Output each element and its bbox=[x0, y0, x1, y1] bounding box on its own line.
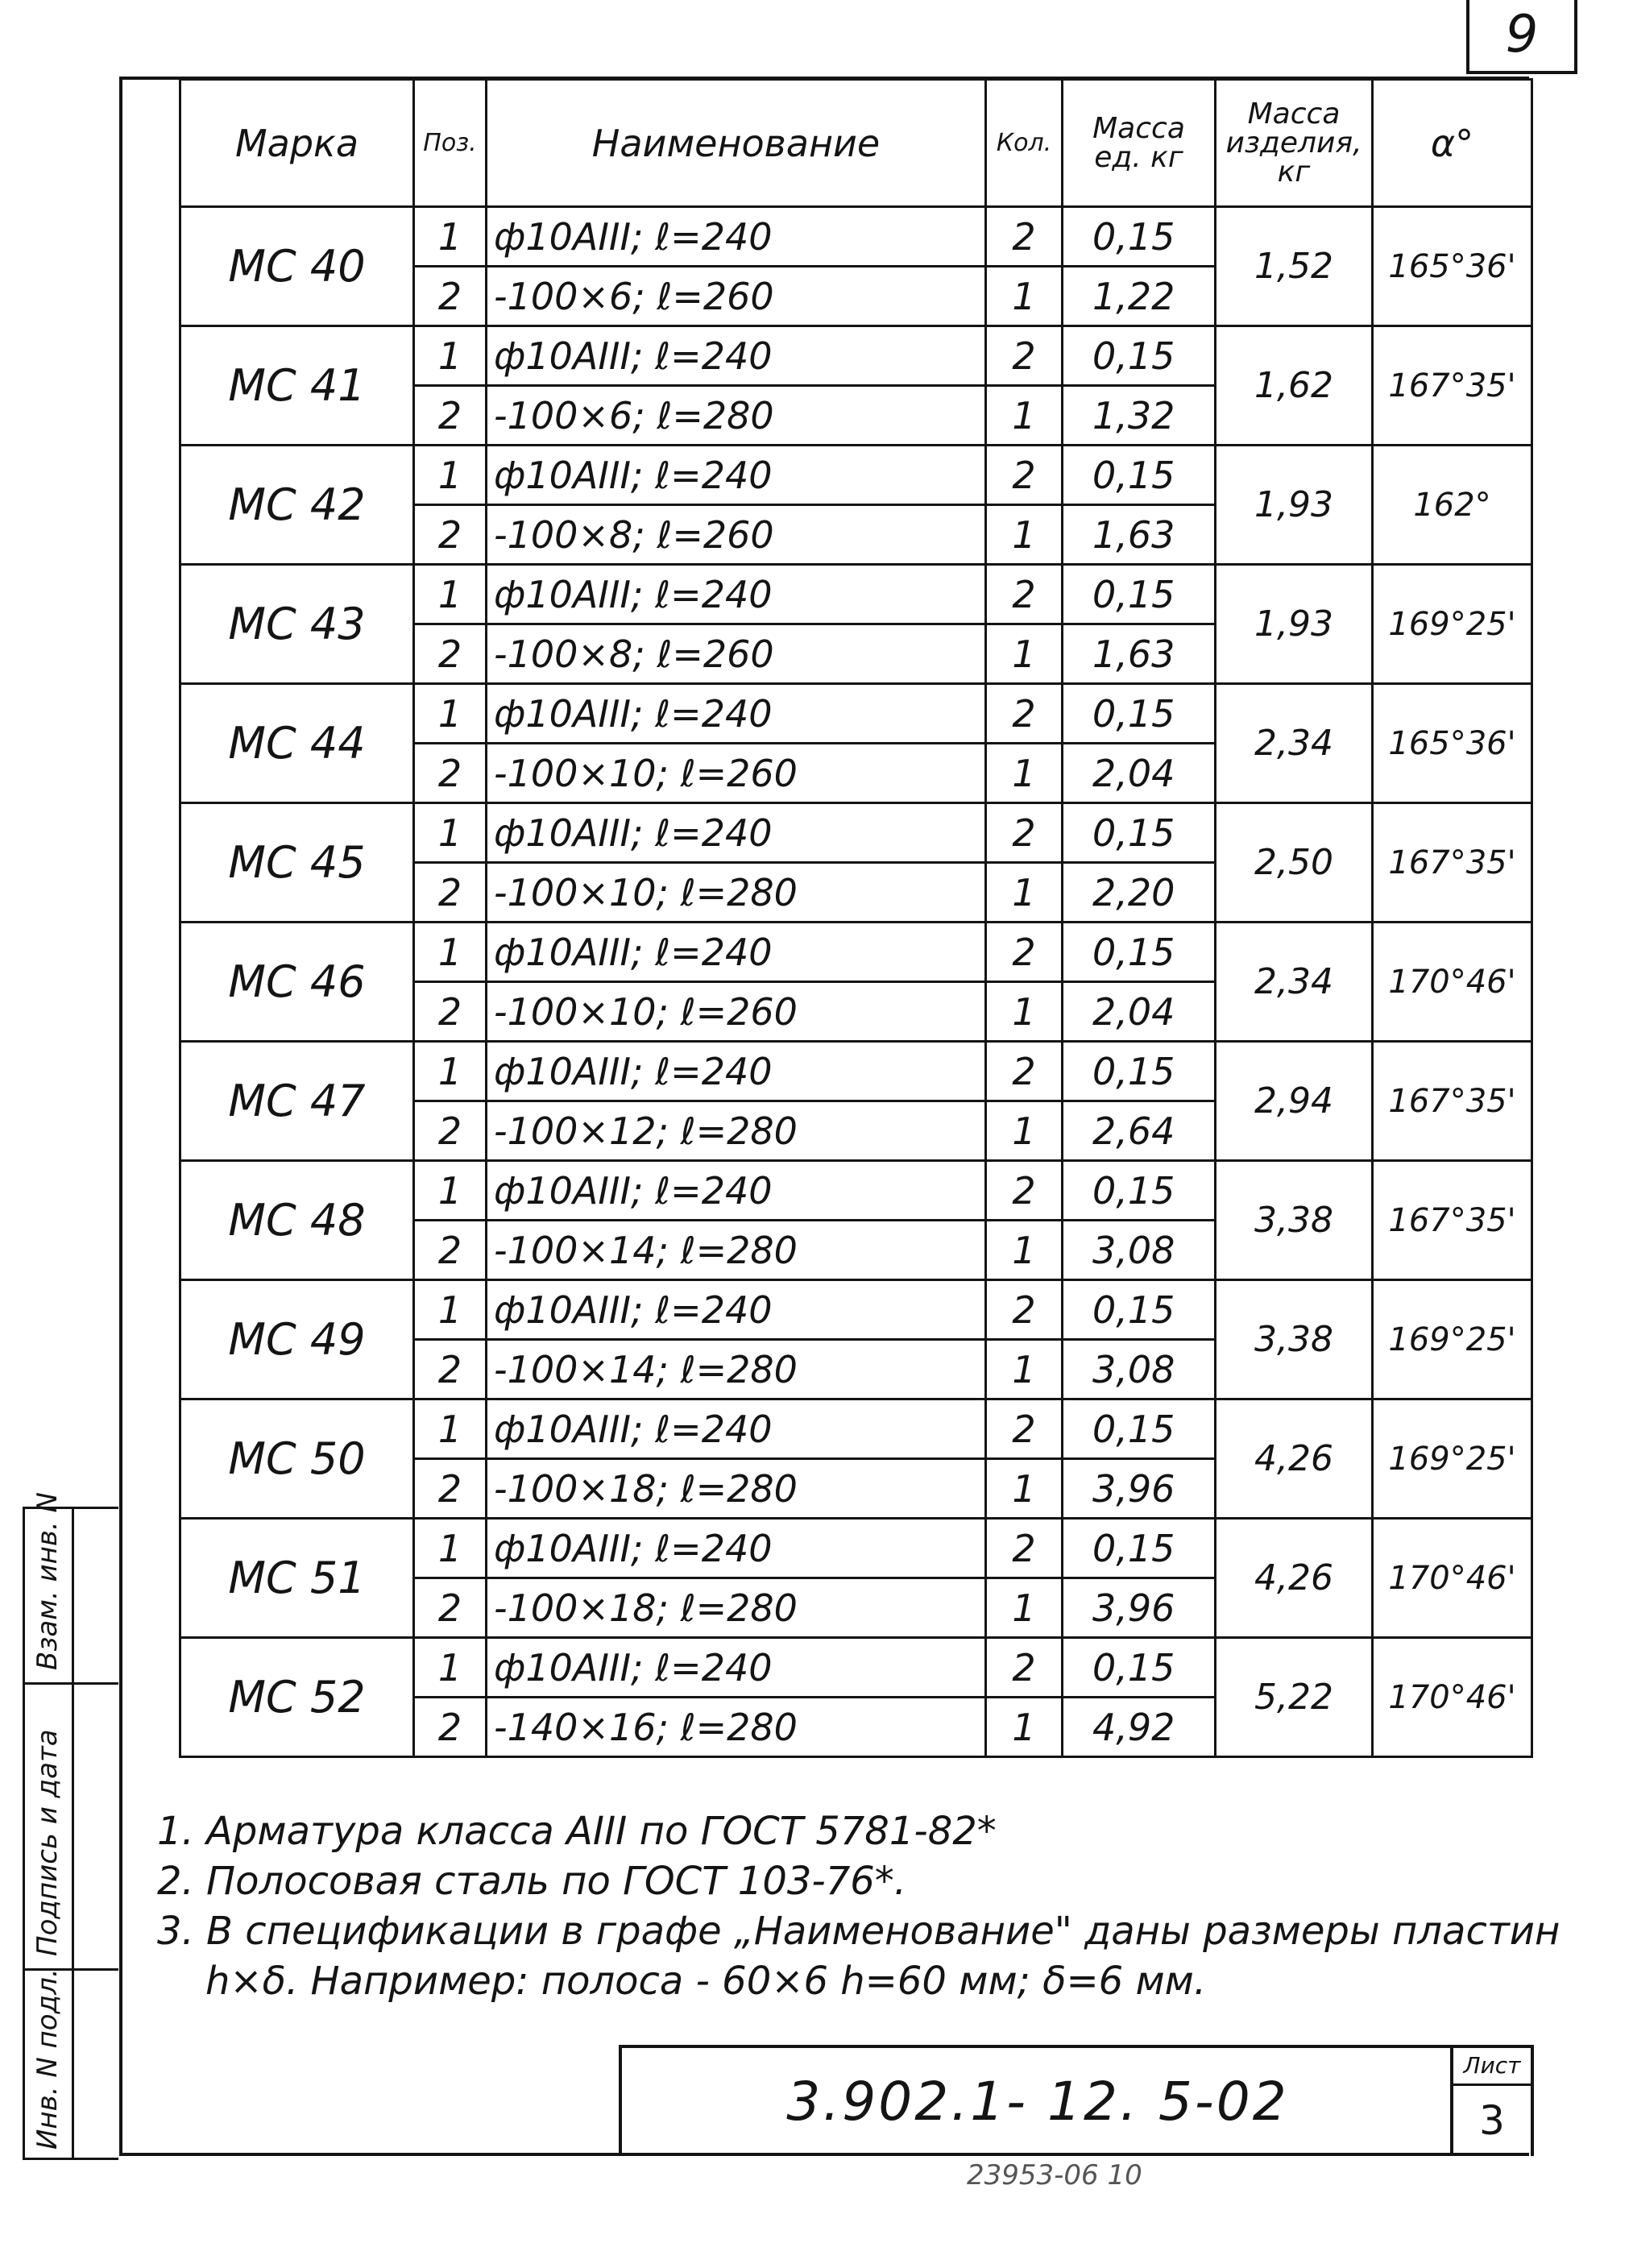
cell-unit-mass: 0,15 bbox=[1063, 684, 1216, 744]
cell-qty: 2 bbox=[986, 565, 1063, 624]
cell-pos: 2 bbox=[414, 386, 487, 446]
cell-pos: 2 bbox=[414, 624, 487, 684]
cell-name: ф10АIII; ℓ=240 bbox=[487, 446, 986, 505]
cell-name: ф10АIII; ℓ=240 bbox=[487, 1638, 986, 1698]
cell-name: ф10АIII; ℓ=240 bbox=[487, 1280, 986, 1340]
table-row bbox=[180, 1280, 1532, 1340]
cell-pos: 2 bbox=[414, 1459, 487, 1519]
cell-qty: 2 bbox=[986, 1519, 1063, 1578]
cell-qty: 1 bbox=[986, 1101, 1063, 1161]
title-block-designation: 3.902.1- 12. 5-02 bbox=[619, 2045, 1453, 2156]
cell-name: ф10АIII; ℓ=240 bbox=[487, 803, 986, 863]
cell-name: ф10АIII; ℓ=240 bbox=[487, 565, 986, 624]
table-row bbox=[180, 1638, 1532, 1698]
cell-angle: 170°46' bbox=[1373, 1638, 1532, 1757]
table-body bbox=[180, 207, 1532, 1757]
cell-name: -100×6; ℓ=280 bbox=[487, 386, 986, 446]
cell-unit-mass: 3,08 bbox=[1063, 1221, 1216, 1280]
cell-product-mass: 1,52 bbox=[1216, 207, 1373, 326]
cell-angle: 167°35' bbox=[1373, 1042, 1532, 1161]
cell-mark: МС 42 bbox=[180, 446, 414, 565]
cell-unit-mass: 0,15 bbox=[1063, 1638, 1216, 1698]
cell-unit-mass: 0,15 bbox=[1063, 923, 1216, 982]
cell-unit-mass: 0,15 bbox=[1063, 207, 1216, 267]
note-3: 3. В спецификации в графе „Наименование" даны размеры пластин bbox=[157, 1909, 1560, 1954]
cell-product-mass: 1,93 bbox=[1216, 446, 1373, 565]
cell-unit-mass: 0,15 bbox=[1063, 1280, 1216, 1340]
cell-unit-mass: 1,22 bbox=[1063, 267, 1216, 326]
cell-qty: 1 bbox=[986, 744, 1063, 803]
cell-angle: 169°25' bbox=[1373, 1280, 1532, 1399]
cell-unit-mass: 1,63 bbox=[1063, 624, 1216, 684]
cell-pos: 1 bbox=[414, 1399, 487, 1459]
cell-pos: 2 bbox=[414, 1340, 487, 1399]
cell-mark: МС 46 bbox=[180, 923, 414, 1042]
cell-name: -140×16; ℓ=280 bbox=[487, 1698, 986, 1757]
margin-label-inv: Инв. N подл. bbox=[31, 1968, 64, 2150]
cell-product-mass: 4,26 bbox=[1216, 1519, 1373, 1638]
cell-name: -100×10; ℓ=280 bbox=[487, 863, 986, 923]
margin-label-signature: Подпись и дата bbox=[31, 1729, 64, 1956]
cell-product-mass: 3,38 bbox=[1216, 1161, 1373, 1280]
note-3-continued: h×δ. Например: полоса - 60×6 h=60 мм; δ=6 мм. bbox=[205, 1959, 1207, 2004]
cell-unit-mass: 0,15 bbox=[1063, 446, 1216, 505]
cell-name: ф10АIII; ℓ=240 bbox=[487, 1399, 986, 1459]
cell-qty: 1 bbox=[986, 863, 1063, 923]
table-row bbox=[180, 1161, 1532, 1221]
cell-mark: МС 47 bbox=[180, 1042, 414, 1161]
table-row bbox=[180, 803, 1532, 863]
cell-qty: 2 bbox=[986, 1399, 1063, 1459]
cell-pos: 1 bbox=[414, 923, 487, 982]
table-row bbox=[180, 207, 1532, 267]
cell-pos: 2 bbox=[414, 744, 487, 803]
cell-qty: 1 bbox=[986, 1578, 1063, 1638]
cell-pos: 2 bbox=[414, 267, 487, 326]
cell-qty: 2 bbox=[986, 803, 1063, 863]
cell-angle: 167°35' bbox=[1373, 1161, 1532, 1280]
frame-left-line bbox=[119, 77, 122, 2155]
sheet-number: 3 bbox=[1479, 2097, 1505, 2144]
header-unit-mass: Масса ед. кг bbox=[1063, 80, 1216, 207]
cell-pos: 2 bbox=[414, 1698, 487, 1757]
cell-pos: 1 bbox=[414, 1280, 487, 1340]
cell-product-mass: 4,26 bbox=[1216, 1399, 1373, 1519]
cell-pos: 1 bbox=[414, 446, 487, 505]
cell-mark: МС 48 bbox=[180, 1161, 414, 1280]
cell-name: -100×8; ℓ=260 bbox=[487, 624, 986, 684]
cell-mark: МС 52 bbox=[180, 1638, 414, 1757]
cell-product-mass: 2,34 bbox=[1216, 923, 1373, 1042]
table-row bbox=[180, 684, 1532, 744]
cell-pos: 1 bbox=[414, 1638, 487, 1698]
cell-qty: 2 bbox=[986, 923, 1063, 982]
cell-pos: 2 bbox=[414, 1578, 487, 1638]
cell-product-mass: 2,94 bbox=[1216, 1042, 1373, 1161]
cell-angle: 162° bbox=[1373, 446, 1532, 565]
cell-pos: 2 bbox=[414, 863, 487, 923]
cell-product-mass: 2,34 bbox=[1216, 684, 1373, 803]
cell-qty: 1 bbox=[986, 1698, 1063, 1757]
margin-label-replaces: Взам. инв. N bbox=[31, 1492, 64, 1670]
cell-angle: 167°35' bbox=[1373, 803, 1532, 923]
cell-qty: 1 bbox=[986, 1459, 1063, 1519]
cell-qty: 1 bbox=[986, 982, 1063, 1042]
cell-qty: 1 bbox=[986, 267, 1063, 326]
cell-qty: 1 bbox=[986, 505, 1063, 565]
title-block-sheet bbox=[1450, 2045, 1534, 2156]
cell-pos: 1 bbox=[414, 803, 487, 863]
cell-pos: 1 bbox=[414, 326, 487, 386]
header-qty: Кол. bbox=[986, 80, 1063, 207]
cell-unit-mass: 0,15 bbox=[1063, 1161, 1216, 1221]
cell-qty: 1 bbox=[986, 1221, 1063, 1280]
cell-unit-mass: 4,92 bbox=[1063, 1698, 1216, 1757]
table-row bbox=[180, 565, 1532, 624]
cell-qty: 2 bbox=[986, 1638, 1063, 1698]
table-row bbox=[180, 326, 1532, 386]
cell-unit-mass: 2,64 bbox=[1063, 1101, 1216, 1161]
cell-pos: 2 bbox=[414, 982, 487, 1042]
cell-qty: 2 bbox=[986, 207, 1063, 267]
cell-qty: 2 bbox=[986, 1042, 1063, 1101]
cell-name: ф10АIII; ℓ=240 bbox=[487, 923, 986, 982]
header-angle: α° bbox=[1373, 80, 1532, 207]
table-row bbox=[180, 1042, 1532, 1101]
cell-qty: 2 bbox=[986, 1280, 1063, 1340]
margin-divider-1 bbox=[25, 1682, 118, 1685]
specification-table bbox=[179, 78, 1533, 1758]
cell-name: ф10АIII; ℓ=240 bbox=[487, 326, 986, 386]
cell-name: -100×10; ℓ=260 bbox=[487, 982, 986, 1042]
cell-name: -100×14; ℓ=280 bbox=[487, 1340, 986, 1399]
cell-angle: 169°25' bbox=[1373, 1399, 1532, 1519]
header-pos: Поз. bbox=[414, 80, 487, 207]
cell-unit-mass: 2,04 bbox=[1063, 982, 1216, 1042]
cell-mark: МС 44 bbox=[180, 684, 414, 803]
cell-qty: 2 bbox=[986, 1161, 1063, 1221]
cell-pos: 1 bbox=[414, 1042, 487, 1101]
notes-block bbox=[157, 1806, 1560, 2006]
cell-unit-mass: 2,20 bbox=[1063, 863, 1216, 923]
cell-qty: 2 bbox=[986, 446, 1063, 505]
cell-name: ф10АIII; ℓ=240 bbox=[487, 1161, 986, 1221]
cell-unit-mass: 1,63 bbox=[1063, 505, 1216, 565]
cell-qty: 1 bbox=[986, 1340, 1063, 1399]
cell-unit-mass: 0,15 bbox=[1063, 1042, 1216, 1101]
cell-name: -100×6; ℓ=260 bbox=[487, 267, 986, 326]
cell-unit-mass: 0,15 bbox=[1063, 1519, 1216, 1578]
cell-unit-mass: 0,15 bbox=[1063, 326, 1216, 386]
cell-unit-mass: 1,32 bbox=[1063, 386, 1216, 446]
cell-unit-mass: 3,96 bbox=[1063, 1578, 1216, 1638]
cell-name: -100×18; ℓ=280 bbox=[487, 1459, 986, 1519]
header-mark: Марка bbox=[180, 80, 414, 207]
table-row bbox=[180, 923, 1532, 982]
cell-pos: 1 bbox=[414, 565, 487, 624]
cell-mark: МС 49 bbox=[180, 1280, 414, 1399]
cell-unit-mass: 0,15 bbox=[1063, 803, 1216, 863]
table-row bbox=[180, 1399, 1532, 1459]
cell-name: -100×14; ℓ=280 bbox=[487, 1221, 986, 1280]
cell-product-mass: 3,38 bbox=[1216, 1280, 1373, 1399]
cell-mark: МС 40 bbox=[180, 207, 414, 326]
cell-angle: 170°46' bbox=[1373, 923, 1532, 1042]
cell-qty: 1 bbox=[986, 624, 1063, 684]
cell-pos: 1 bbox=[414, 1519, 487, 1578]
sheet-label: Лист bbox=[1453, 2048, 1531, 2086]
cell-pos: 1 bbox=[414, 207, 487, 267]
cell-angle: 170°46' bbox=[1373, 1519, 1532, 1638]
cell-product-mass: 1,93 bbox=[1216, 565, 1373, 684]
cell-name: -100×18; ℓ=280 bbox=[487, 1578, 986, 1638]
table-header-row bbox=[180, 80, 1532, 207]
cell-pos: 2 bbox=[414, 1221, 487, 1280]
cell-mark: МС 50 bbox=[180, 1399, 414, 1519]
cell-name: ф10АIII; ℓ=240 bbox=[487, 1519, 986, 1578]
cell-angle: 169°25' bbox=[1373, 565, 1532, 684]
cell-pos: 2 bbox=[414, 505, 487, 565]
cell-mark: МС 51 bbox=[180, 1519, 414, 1638]
cell-qty: 2 bbox=[986, 326, 1063, 386]
table-row bbox=[180, 1519, 1532, 1578]
cell-unit-mass: 0,15 bbox=[1063, 565, 1216, 624]
cell-unit-mass: 0,15 bbox=[1063, 1399, 1216, 1459]
cell-name: -100×10; ℓ=260 bbox=[487, 744, 986, 803]
cell-unit-mass: 2,04 bbox=[1063, 744, 1216, 803]
cell-angle: 165°36' bbox=[1373, 207, 1532, 326]
cell-mark: МС 41 bbox=[180, 326, 414, 446]
cell-name: ф10АIII; ℓ=240 bbox=[487, 207, 986, 267]
table-row bbox=[180, 446, 1532, 505]
cell-mark: МС 45 bbox=[180, 803, 414, 923]
margin-stamp-strip bbox=[23, 1492, 118, 2160]
cell-angle: 167°35' bbox=[1373, 326, 1532, 446]
cell-angle: 165°36' bbox=[1373, 684, 1532, 803]
cell-name: ф10АIII; ℓ=240 bbox=[487, 684, 986, 744]
cell-unit-mass: 3,96 bbox=[1063, 1459, 1216, 1519]
cell-unit-mass: 3,08 bbox=[1063, 1340, 1216, 1399]
cell-name: -100×8; ℓ=260 bbox=[487, 505, 986, 565]
cell-mark: МС 43 bbox=[180, 565, 414, 684]
cell-pos: 1 bbox=[414, 684, 487, 744]
footer-code: 23953-06 10 bbox=[967, 2159, 1142, 2191]
page-number: 9 bbox=[1466, 0, 1577, 74]
cell-pos: 2 bbox=[414, 1101, 487, 1161]
cell-name: ф10АIII; ℓ=240 bbox=[487, 1042, 986, 1101]
cell-product-mass: 2,50 bbox=[1216, 803, 1373, 923]
header-name: Наименование bbox=[487, 80, 986, 207]
cell-product-mass: 5,22 bbox=[1216, 1638, 1373, 1757]
cell-name: -100×12; ℓ=280 bbox=[487, 1101, 986, 1161]
cell-qty: 2 bbox=[986, 684, 1063, 744]
cell-pos: 1 bbox=[414, 1161, 487, 1221]
cell-product-mass: 1,62 bbox=[1216, 326, 1373, 446]
note-1: 1. Арматура класса АIII по ГОСТ 5781-82* bbox=[157, 1809, 997, 1854]
header-product-mass: Масса изделия, кг bbox=[1216, 80, 1373, 207]
note-2: 2. Полосовая сталь по ГОСТ 103-76*. bbox=[157, 1859, 907, 1904]
cell-qty: 1 bbox=[986, 386, 1063, 446]
